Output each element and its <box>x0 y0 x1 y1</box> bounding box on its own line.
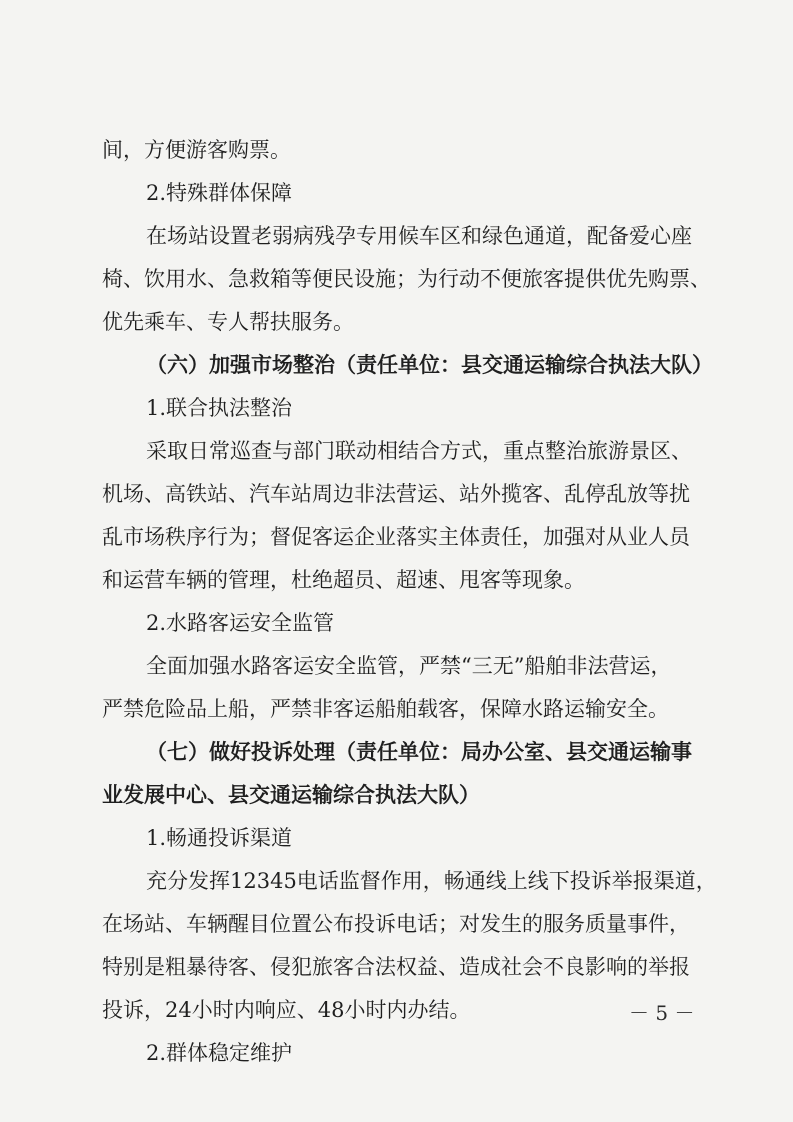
body-text-line: 和运营车辆的管理，杜绝超员、超速、甩客等现象。 <box>102 568 585 592</box>
body-text-line: 在场站设置老弱病残孕专用候车区和绿色通道，配备爱心座 <box>146 224 692 248</box>
page-number: － 5 － <box>629 1001 695 1025</box>
body-text-line: 特别是粗暴待客、侵犯旅客合法权益、造成社会不良影响的举报 <box>102 955 690 979</box>
subsection-heading: 2.群体稳定维护 <box>146 1041 293 1065</box>
subsection-heading: 1.畅通投诉渠道 <box>146 826 293 850</box>
body-text-line: 在场站、车辆醒目位置公布投诉电话；对发生的服务质量事件， <box>102 912 690 936</box>
section-heading-7-continued: 业发展中心、县交通运输综合执法大队） <box>102 782 480 807</box>
subsection-heading: 2.水路客运安全监管 <box>146 611 335 635</box>
body-text-line: 乱市场秩序行为；督促客运企业落实主体责任，加强对从业人员 <box>102 525 690 549</box>
body-text-line: 投诉，24小时内响应、48小时内办结。 <box>102 998 471 1022</box>
body-text-line: 充分发挥12345电话监督作用，畅通线上线下投诉举报渠道， <box>146 869 717 893</box>
body-text-line: 椅、饮用水、急救箱等便民设施；为行动不便旅客提供优先购票、 <box>102 267 711 291</box>
subsection-heading: 1.联合执法整治 <box>146 396 293 420</box>
body-text-line: 间，方便游客购票。 <box>102 138 291 162</box>
body-text-line: 全面加强水路客运安全监管，严禁“三无”船舶非法营运， <box>146 654 672 678</box>
body-text-line: 严禁危险品上船，严禁非客运船舶载客，保障水路运输安全。 <box>102 697 669 721</box>
body-text-line: 采取日常巡查与部门联动相结合方式，重点整治旅游景区、 <box>146 439 692 463</box>
section-heading-7: （七）做好投诉处理（责任单位：局办公室、县交通运输事 <box>146 739 692 764</box>
body-text-line: 优先乘车、专人帮扶服务。 <box>102 310 354 334</box>
subsection-heading: 2.特殊群体保障 <box>146 181 293 205</box>
section-heading-6: （六）加强市场整治（责任单位：县交通运输综合执法大队） <box>146 352 713 377</box>
body-text-line: 机场、高铁站、汽车站周边非法营运、站外揽客、乱停乱放等扰 <box>102 482 690 506</box>
